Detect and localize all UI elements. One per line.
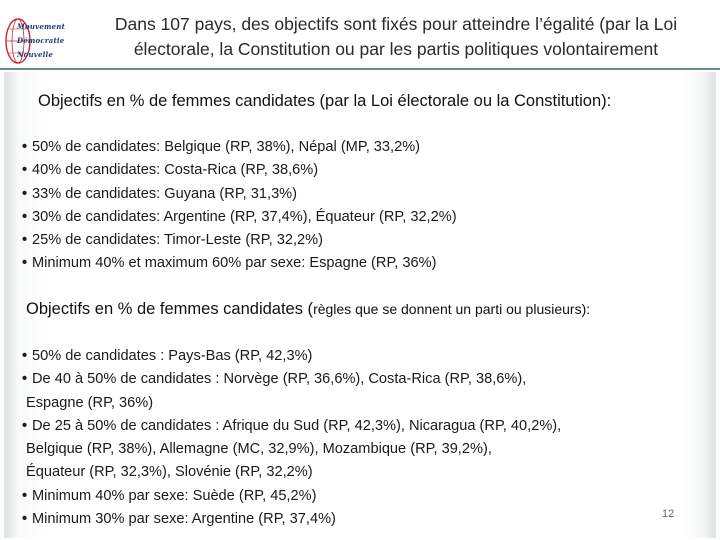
logo-word-2: Démocratie [17, 36, 65, 45]
section2-list [22, 345, 561, 531]
section1-heading: Objectifs en % de femmes candidates (par la Loi électorale ou la Constitution): [38, 92, 612, 110]
list-item-continuation: Espagne (RP, 36%) [26, 394, 154, 411]
bullet: • [22, 371, 28, 388]
page-number: 12 [662, 508, 675, 520]
list-item-text: 25% de candidates: Timor-Leste (RP, 32,2%) [32, 232, 323, 249]
logo-word-1: Mouvement [17, 22, 66, 31]
section2-heading [26, 300, 590, 319]
list-item [22, 206, 457, 229]
mdn-logo [4, 14, 66, 68]
title-line-2: électorale, la Constitution ou par les partis politiques volontairement [133, 39, 659, 59]
bullet: • [22, 139, 28, 155]
list-item [22, 368, 561, 415]
bullet: • [22, 417, 28, 434]
list-item-text: 50% de candidates : Pays-Bas (RP, 42,3%) [32, 348, 313, 364]
list-item [22, 415, 561, 485]
list-item-text: 50% de candidates: Belgique (RP, 38%), Népal (MP, 33,2%) [32, 139, 421, 155]
bullet: • [22, 487, 28, 504]
list-item [22, 252, 457, 275]
list-item-continuation: Équateur (RP, 32,3%), Slovénie (RP, 32,2%) [26, 464, 313, 481]
bullet: • [22, 185, 28, 202]
list-item-text: 33% de candidates: Guyana (RP, 31,3%) [32, 185, 298, 202]
list-item-continuation: Belgique (RP, 38%), Allemagne (MC, 32,9%), Mozambique (RP, 39,2%), [26, 441, 492, 458]
section2-heading-small: règles que se donnent un parti ou plusieurs): [313, 301, 591, 317]
list-item-text: Minimum 40% par sexe: Suède (RP, 45,2%) [32, 487, 317, 504]
list-item [22, 159, 457, 182]
list-item [22, 508, 561, 531]
title-line-1: Dans 107 pays, des objectifs sont fixés pour atteindre l’égalité (par la Loi [114, 14, 678, 34]
bullet: • [22, 255, 28, 272]
list-item [22, 345, 561, 368]
list-item-text: Minimum 40% et maximum 60% par sexe: Espagne (RP, 36%) [32, 255, 437, 272]
content-panel [4, 72, 716, 538]
bullet: • [22, 348, 28, 364]
list-item [22, 183, 457, 206]
bullet: • [22, 232, 28, 249]
page-title [80, 12, 712, 62]
list-item [22, 136, 457, 159]
list-item [22, 485, 561, 508]
list-item-text: De 40 à 50% de candidates : Norvège (RP, 36,6%), Costa-Rica (RP, 38,6%), [32, 371, 527, 388]
list-item-text: Minimum 30% par sexe: Argentine (RP, 37,4%) [32, 511, 336, 528]
list-item-text: 30% de candidates: Argentine (RP, 37,4%), Équateur (RP, 32,2%) [32, 208, 457, 225]
bullet: • [22, 511, 28, 528]
bullet: • [22, 208, 28, 225]
list-item [22, 229, 457, 252]
section2-heading-main: Objectifs en % de femmes candidates ( [26, 300, 314, 318]
list-item-text: De 25 à 50% de candidates : Afrique du Sud (RP, 42,3%), Nicaragua (RP, 40,2%), [32, 417, 562, 434]
bullet: • [22, 162, 28, 179]
header-divider [0, 68, 720, 70]
list-item-text: 40% de candidates: Costa-Rica (RP, 38,6%) [32, 162, 319, 179]
logo-word-3: Nouvelle [17, 50, 54, 59]
section1-list [22, 136, 457, 276]
